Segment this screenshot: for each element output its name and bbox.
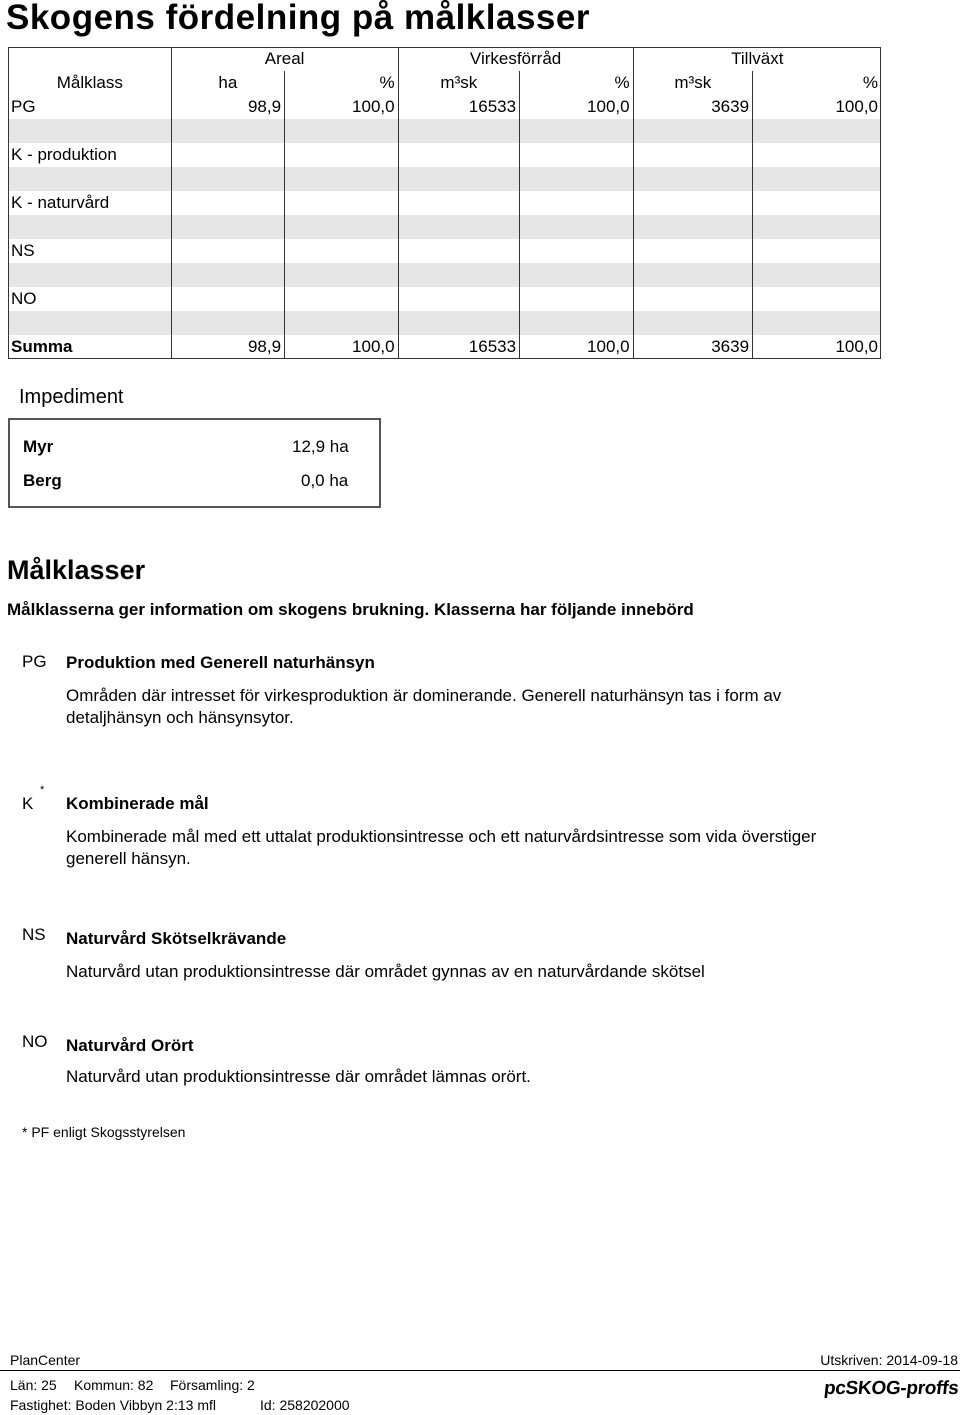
table-cell	[520, 287, 634, 311]
table-cell	[753, 287, 881, 311]
table-cell	[753, 143, 881, 167]
table-cell: 100,0	[285, 335, 399, 359]
table-row	[8, 239, 881, 263]
table-cell: 16533	[398, 95, 520, 119]
row-label: K - produktion	[8, 143, 171, 167]
pcskog-logo: pcSKOG-proffs	[822, 1378, 960, 1399]
table-cell: 3639	[633, 95, 752, 119]
impediment-box	[8, 418, 381, 508]
row-label: NS	[8, 239, 171, 263]
table-row	[8, 191, 881, 215]
k-title: Kombinerade mål	[66, 794, 209, 813]
table-cell	[753, 191, 881, 215]
table-cell: 16533	[398, 335, 520, 359]
spacer-row	[8, 311, 881, 335]
table-cell	[398, 191, 520, 215]
table-row	[8, 95, 881, 119]
footer-kommun: Kommun: 82	[74, 1377, 154, 1393]
table-row	[8, 335, 881, 359]
table-cell: 100,0	[753, 95, 881, 119]
table-cell: 100,0	[520, 335, 634, 359]
unit-ha: ha	[171, 71, 284, 95]
table-cell	[285, 239, 399, 263]
table-group-header-row	[8, 47, 881, 71]
no-desc-line1: Naturvård utan produktionsintresse där området lämnas orört.	[66, 1067, 531, 1086]
table-cell	[285, 287, 399, 311]
spacer-row	[8, 167, 881, 191]
spacer-row	[8, 119, 881, 143]
table-cell	[753, 239, 881, 263]
unit-percent: %	[753, 71, 881, 95]
table-cell	[633, 239, 752, 263]
footer-id: Id: 258202000	[260, 1397, 350, 1413]
table-cell	[520, 239, 634, 263]
malklasser-intro: Målklasserna ger information om skogens brukning. Klasserna har följande innebörd	[7, 600, 694, 619]
table-cell	[520, 143, 634, 167]
myr-value: 12,9 ha	[292, 437, 349, 456]
unit-percent: %	[520, 71, 634, 95]
malklasser-heading: Målklasser	[7, 555, 146, 585]
malklass-table	[8, 47, 881, 359]
no-title: Naturvård Orört	[66, 1036, 194, 1055]
table-cell	[171, 239, 284, 263]
unit-percent: %	[285, 71, 399, 95]
k-desc-line2: generell hänsyn.	[66, 849, 191, 868]
page-title: Skogens fördelning på målklasser	[6, 0, 590, 37]
ns-code: NS	[22, 925, 46, 944]
unit-m3sk: m³sk	[398, 71, 520, 95]
footer-lan: Län: 25	[10, 1377, 57, 1393]
ns-desc-line1: Naturvård utan produktionsintresse där området gynnas av en naturvårdande skötsel	[66, 962, 705, 981]
table-cell	[398, 239, 520, 263]
footer-forsamling: Församling: 2	[170, 1377, 255, 1393]
pg-code: PG	[22, 652, 47, 671]
k-desc-line1: Kombinerade mål med ett uttalat produktionsintresse och ett naturvårdsintresse som vida överstiger	[66, 827, 817, 846]
row-label: NO	[8, 287, 171, 311]
footer-company: PlanCenter	[10, 1352, 81, 1368]
k-footnote-mark: *	[40, 784, 45, 796]
table-cell: 98,9	[171, 95, 284, 119]
table-cell	[285, 191, 399, 215]
table-cell	[633, 143, 752, 167]
footer-fastighet: Fastighet: Boden Vibbyn 2:13 mfl	[10, 1397, 216, 1413]
k-code: K	[22, 794, 34, 813]
table-cell: 98,9	[171, 335, 284, 359]
pg-title: Produktion med Generell naturhänsyn	[66, 653, 375, 672]
berg-value: 0,0 ha	[301, 471, 349, 490]
footer-divider	[0, 1370, 960, 1371]
table-cell: 100,0	[520, 95, 634, 119]
table-cell	[633, 287, 752, 311]
table-cell	[520, 191, 634, 215]
row-label: PG	[8, 95, 171, 119]
table-row	[8, 143, 881, 167]
table-unit-header-row	[8, 71, 881, 95]
table-row	[8, 287, 881, 311]
table-cell	[633, 191, 752, 215]
ns-title: Naturvård Skötselkrävande	[66, 929, 287, 948]
berg-label: Berg	[23, 471, 62, 490]
myr-label: Myr	[23, 437, 54, 456]
footer-printed-date: Utskriven: 2014-09-18	[820, 1352, 958, 1368]
pg-desc-line1: Områden där intresset för virkesproduktion är dominerande. Generell naturhänsyn tas i form av	[66, 686, 782, 705]
header-virkesforrad: Virkesförråd	[398, 47, 633, 71]
row-label: K - naturvård	[8, 191, 171, 215]
no-code: NO	[22, 1032, 48, 1051]
table-cell	[398, 287, 520, 311]
table-cell	[171, 143, 284, 167]
spacer-row	[8, 215, 881, 239]
pg-desc-line2: detaljhänsyn och hänsynsytor.	[66, 708, 294, 727]
spacer-row	[8, 263, 881, 287]
impediment-heading: Impediment	[19, 386, 124, 408]
unit-m3sk: m³sk	[633, 71, 752, 95]
table-cell: 100,0	[285, 95, 399, 119]
table-cell	[171, 287, 284, 311]
row-label: Summa	[8, 335, 171, 359]
table-cell: 3639	[633, 335, 752, 359]
table-cell	[398, 143, 520, 167]
header-areal: Areal	[171, 47, 398, 71]
header-malklass: Målklass	[8, 71, 171, 95]
table-cell	[285, 143, 399, 167]
footnote: * PF enligt Skogsstyrelsen	[22, 1124, 186, 1140]
header-tillvaxt: Tillväxt	[633, 47, 881, 71]
table-cell	[171, 191, 284, 215]
table-cell: 100,0	[753, 335, 881, 359]
